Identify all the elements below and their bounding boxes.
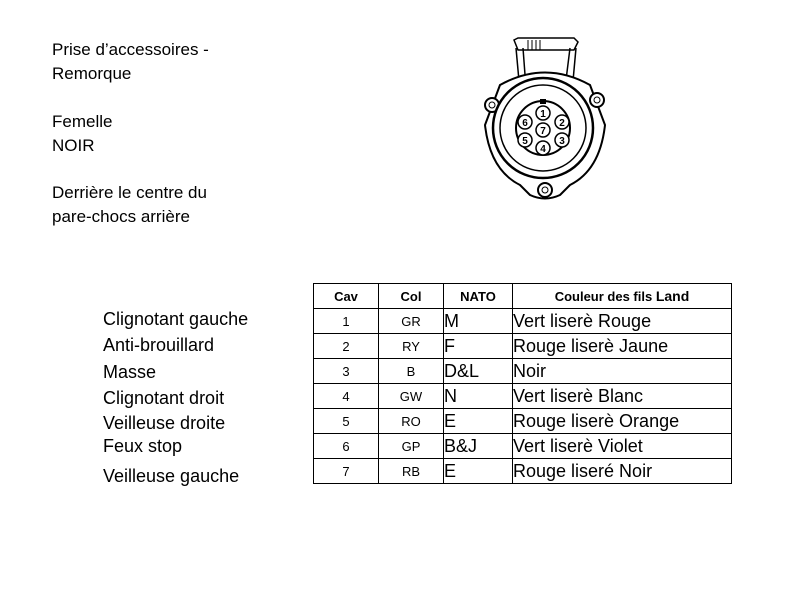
function-label-7: Veilleuse gauche xyxy=(103,466,240,486)
cell-cav: 1 xyxy=(314,309,379,334)
function-label-6: Feux stop xyxy=(103,436,183,456)
table-row xyxy=(314,334,732,359)
type-line-1: Femelle xyxy=(52,112,113,131)
location-line-1: Derrière le centre du xyxy=(52,183,207,202)
pin-7 xyxy=(536,123,550,137)
cell-cav: 3 xyxy=(314,359,379,384)
cell-cav: 6 xyxy=(314,434,379,459)
cell-couleur: Rouge liserè Orange xyxy=(513,409,732,434)
location-line-2: pare-chocs arrière xyxy=(52,207,190,226)
pin-3 xyxy=(555,133,569,147)
pin-1 xyxy=(536,106,550,120)
pin-4 xyxy=(536,141,550,155)
cell-couleur: Vert liserè Blanc xyxy=(513,384,732,409)
svg-text:1: 1 xyxy=(540,109,546,120)
header-couleur-suffix: Land xyxy=(655,288,690,304)
table-header-row xyxy=(314,284,732,309)
table-row xyxy=(314,434,732,459)
pin-6 xyxy=(518,115,532,129)
table-row xyxy=(314,309,732,334)
svg-text:4: 4 xyxy=(540,144,546,155)
cell-couleur: Rouge liseré Noir xyxy=(513,459,732,484)
mounting-hole-right xyxy=(590,93,604,107)
wiring-table xyxy=(313,283,732,484)
cell-col: GW xyxy=(379,384,444,409)
cell-nato: B&J xyxy=(444,434,513,459)
title-line-2: Remorque xyxy=(52,64,132,83)
cell-col: GP xyxy=(379,434,444,459)
table-row xyxy=(314,409,732,434)
svg-text:2: 2 xyxy=(559,118,565,129)
function-label-4: Clignotant droit xyxy=(103,388,225,408)
cell-cav: 4 xyxy=(314,384,379,409)
cell-couleur: Rouge liserè Jaune xyxy=(513,334,732,359)
connector-location xyxy=(52,181,207,229)
cell-col: RO xyxy=(379,409,444,434)
table-row xyxy=(314,384,732,409)
trailer-socket-drawing xyxy=(470,30,620,210)
cell-nato: N xyxy=(444,384,513,409)
header-couleur-text: Couleur des fils xyxy=(554,289,653,304)
table-row xyxy=(314,359,732,384)
title-line-1: Prise d’accessoires - xyxy=(52,40,209,59)
mounting-hole-bottom xyxy=(538,183,552,197)
function-label-2: Anti-brouillard xyxy=(103,335,215,355)
header-nato: NATO xyxy=(444,284,513,309)
cell-col: B xyxy=(379,359,444,384)
function-label-3: Masse xyxy=(103,362,157,382)
function-label-1: Clignotant gauche xyxy=(103,309,249,329)
pin-2 xyxy=(555,115,569,129)
cell-nato: D&L xyxy=(444,359,513,384)
cell-cav: 2 xyxy=(314,334,379,359)
svg-text:3: 3 xyxy=(559,136,565,147)
cell-cav: 7 xyxy=(314,459,379,484)
cell-col: GR xyxy=(379,309,444,334)
svg-text:7: 7 xyxy=(540,126,546,137)
cell-col: RY xyxy=(379,334,444,359)
connector-type xyxy=(52,110,112,158)
cell-nato: F xyxy=(444,334,513,359)
cell-couleur: Vert liserè Rouge xyxy=(513,309,732,334)
cell-couleur: Vert liserè Violet xyxy=(513,434,732,459)
cell-couleur: Noir xyxy=(513,359,732,384)
header-col: Col xyxy=(379,284,444,309)
connector-title xyxy=(52,38,209,86)
cell-col: RB xyxy=(379,459,444,484)
function-label-5: Veilleuse droite xyxy=(103,413,226,433)
svg-text:6: 6 xyxy=(522,118,528,129)
cell-nato: M xyxy=(444,309,513,334)
table-row xyxy=(314,459,732,484)
cell-nato: E xyxy=(444,459,513,484)
header-couleur xyxy=(513,284,732,309)
svg-text:5: 5 xyxy=(522,136,528,147)
pin-5 xyxy=(518,133,532,147)
cell-cav: 5 xyxy=(314,409,379,434)
type-line-2: NOIR xyxy=(52,136,95,155)
header-cav: Cav xyxy=(314,284,379,309)
cell-nato: E xyxy=(444,409,513,434)
